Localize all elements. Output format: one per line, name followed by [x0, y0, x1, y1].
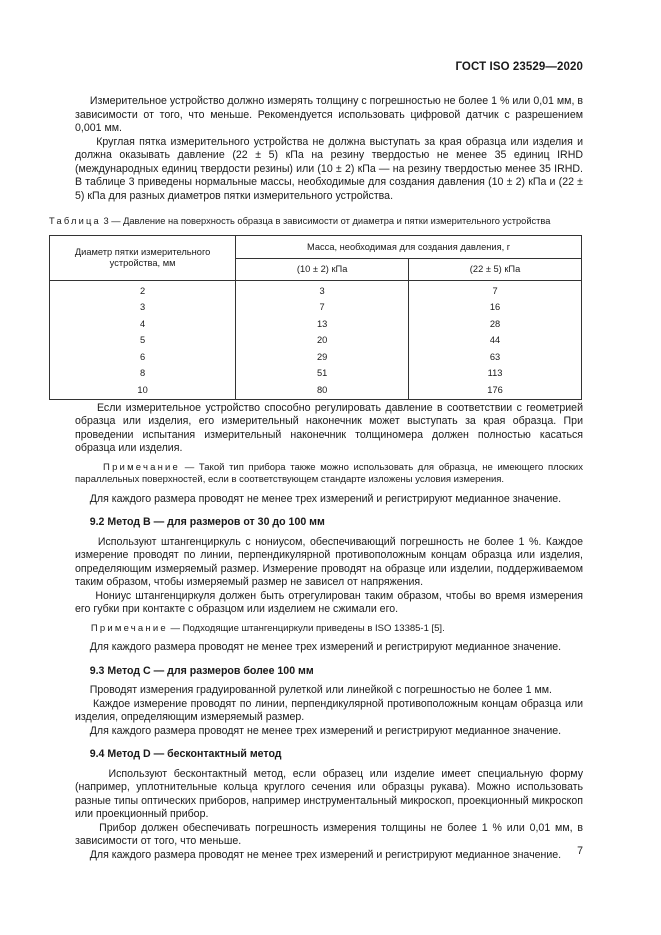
table-row	[50, 333, 582, 350]
table-cell: 176	[409, 382, 582, 399]
paragraph-median-b: Для каждого размера проводят не менее трех измерений и регистрируют медианное значение.	[89, 641, 562, 653]
table-row	[50, 300, 582, 317]
paragraph-method-c-2: Каждое измерение проводят по линии, перпендикулярной противоположным концам образца или изделия, определяющим измеряемый размер.	[75, 697, 584, 723]
paragraph-method-c-1: Проводят измерения градуированной рулеткой или линейкой с погрешностью не более 1 мм.	[89, 684, 552, 696]
table-cell: 80	[236, 382, 409, 399]
note-1	[75, 462, 583, 487]
paragraph-method-d-2: Прибор должен обеспечивать погрешность измерения толщины не более 1 % или 0,01 мм, в зависимости от того, что меньше.	[75, 821, 584, 847]
section-title-method-b: 9.2 Метод В — для размеров от 30 до 100 мм	[89, 516, 325, 528]
note-1-label: Примечание	[103, 461, 181, 473]
table-cell: 5	[50, 333, 236, 350]
table-header-22kpa: (22 ± 5) кПа	[409, 259, 582, 281]
table-row	[50, 281, 582, 300]
table-cell: 2	[50, 281, 236, 300]
table-cell: 29	[236, 349, 409, 366]
table-row	[50, 316, 582, 333]
section-title-method-c: 9.3 Метод С — для размеров более 100 мм	[89, 664, 314, 677]
table-cell: 7	[236, 300, 409, 317]
paragraph-gauge-accuracy: Измерительное устройство должно измерять толщину с погрешностью не более 1 % или 0,01 мм, в зависимости от того, что меньше. Рекомендуется использовать цифровой датчик с разрешением 0,001 мм.	[75, 95, 584, 134]
table-cell: 6	[50, 349, 236, 366]
note-2-text: — Подходящие штангенциркули приведены в ISO 13385-1 [5].	[167, 622, 445, 634]
document-header: ГОСТ ISO 23529—2020	[455, 61, 583, 73]
table-cell: 3	[236, 281, 409, 300]
paragraph-method-b-1: Используют штангенциркуль с нониусом, обеспечивающий погрешность не более 1 %. Каждое измерение проводят по линии, перпендикулярной противоположным концам образца или изделия, определяющим измеряемый размер. Измерение проводят на образце или изделии, поддерживаемом таким образом, чтобы измеряемый размер не зависел от напряжения.	[75, 535, 584, 588]
paragraph-median-d: Для каждого размера проводят не менее трех измерений и регистрируют медианное значение.	[89, 848, 562, 861]
table-cell: 63	[409, 349, 582, 366]
paragraph-foot-pressure: Круглая пятка измерительного устройства не должна выступать за края образца или изделия и должна оказывать давление (22 ± 5) кПа на резину твердостью не менее 35 единиц IRHD (международных единиц твердости резины) или (10 ± 2) кПа — на резину твердостью менее 35 IRHD. В таблице 3 приведены нормальные массы, необходимые для создания давления (10 ± 2) кПа и (22 ± 5) кПа для разных диаметров пятки измерительного устройства.	[75, 135, 583, 202]
table-cell: 3	[50, 300, 236, 317]
paragraph-method-b-2: Нониус штангенциркуля должен быть отрегулирован таким образом, чтобы во время измерения его губки при контакте с образцом или изделием не сжимали его.	[75, 589, 583, 615]
table-caption-text: 3 — Давление на поверхность образца в зависимости от диаметра и пятки измерительного устройства	[103, 216, 551, 226]
note-1-text: — Такой тип прибора также можно использовать для образца, не имеющего плоских параллельных поверхностей, если в соответствующем стандарте изложены условия измерения.	[75, 461, 583, 485]
table-cell: 13	[236, 316, 409, 333]
table-cell: 10	[50, 382, 236, 399]
table-row	[50, 349, 582, 366]
paragraph-method-d-1: Используют бесконтактный метод, если образец или изделие имеет специальную форму (например, уплотнительные кольца круглого сечения или образцы рукава). Можно использовать разные типы оптических приборов, например инструментальный микроскоп, проекционный микроскоп или проекционный прибор.	[75, 767, 584, 820]
table-row	[50, 366, 582, 383]
table-cell: 16	[409, 300, 582, 317]
paragraph-adjustable-pressure: Если измерительное устройство способно регулировать давление в соответствии с геометрией образца или изделия, его измерительный наконечник может выступать за края образца. При проведении испытания измерительный наконечник толщиномера должен полностью касаться образца или изделия.	[75, 401, 583, 454]
table-cell: 4	[50, 316, 236, 333]
table-header-10kpa: (10 ± 2) кПа	[236, 259, 409, 281]
note-2-label: Примечание	[90, 622, 168, 634]
table-cell: 28	[409, 316, 582, 333]
paragraph-median-a: Для каждого размера проводят не менее трех измерений и регистрируют медианное значение.	[89, 492, 562, 505]
page-body	[49, 95, 584, 862]
table-cell: 8	[50, 366, 236, 383]
page-number: 7	[577, 845, 583, 857]
paragraph-median-c: Для каждого размера проводят не менее трех измерений и регистрируют медианное значение.	[89, 724, 562, 737]
note-2	[75, 623, 583, 636]
table-cell: 7	[409, 281, 582, 300]
table-header-mass: Масса, необходимая для создания давления, г	[236, 236, 582, 259]
table-cell: 44	[409, 333, 582, 350]
table-cell: 20	[236, 333, 409, 350]
table-row	[50, 382, 582, 399]
table-caption	[49, 215, 583, 227]
table-cell: 113	[409, 366, 582, 383]
table-3	[49, 235, 582, 400]
table-caption-label: Таблица	[49, 216, 101, 226]
table-cell: 51	[236, 366, 409, 383]
table-header-diameter: Диаметр пятки измерительного устройства, мм	[50, 236, 236, 281]
section-title-method-d: 9.4 Метод D — бесконтактный метод	[89, 748, 282, 760]
